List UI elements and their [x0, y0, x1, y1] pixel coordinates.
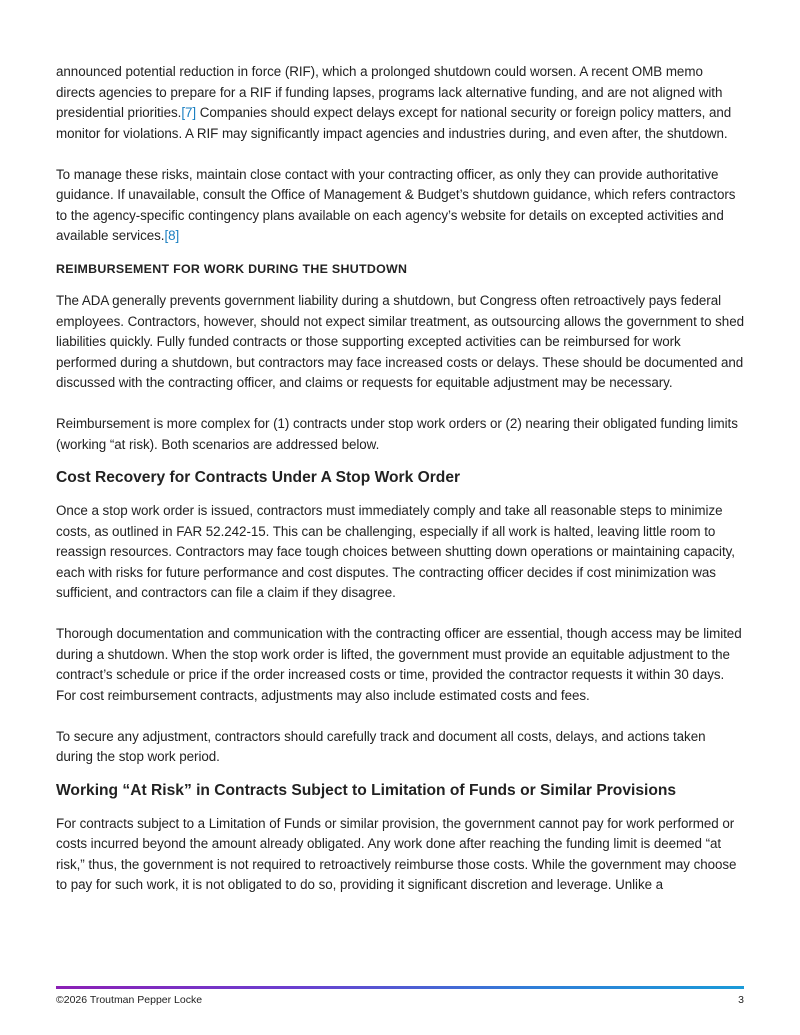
- subheading-stop-work-order: Cost Recovery for Contracts Under A Stop Work Order: [56, 469, 461, 486]
- paragraph-rif: [56, 62, 744, 144]
- section-heading-reimbursement: REIMBURSEMENT FOR WORK DURING THE SHUTDOWN: [56, 261, 408, 276]
- footnote-link-8[interactable]: [8]: [164, 228, 180, 243]
- footer-divider: [56, 986, 744, 989]
- paragraph-secure-adjustment: To secure any adjustment, contractors should carefully track and document all costs, delays, and actions taken during the stop work period.: [56, 728, 706, 764]
- paragraph-text: To manage these risks, maintain close contact with your contracting officer, as only they can provide authoritative guidance. If unavailable, consult the Office of Management & Budget’s shutdown guidance, which refers contractors to the agency-specific contingency plans available on each agency’s website for details on excepted activities and available services.: [56, 166, 736, 243]
- paragraph-documentation: Thorough documentation and communication with the contracting officer are essential, though access may be limited during a shutdown. When the stop work order is lifted, the government must provide an equitable adjustment to the contract’s schedule or price if the order increased costs or time, provided the contractor requests it within 30 days. For cost reimbursement contracts, adjustments may also include estimated costs and fees.: [56, 626, 742, 703]
- paragraph-stop-work-issued: Once a stop work order is issued, contractors must immediately comply and take all reasonable steps to minimize costs, as outlined in FAR 52.242-15. This can be challenging, especially if all work is halted, leaving little room to reassign resources. Contractors may face tough choices between shutting down operations or maintaining capacity, each with risks for future performance and cost disputes. The contracting officer decides if cost minimization was sufficient, and contractors can file a claim if they disagree.: [56, 503, 735, 600]
- footer-copyright: ©2026 Troutman Pepper Locke: [56, 994, 203, 1006]
- paragraph-manage-risks: [56, 165, 744, 247]
- paragraph-reimbursement-complex: Reimbursement is more complex for (1) contracts under stop work orders or (2) nearing their obligated funding limits (working “at risk). Both scenarios are addressed below.: [56, 416, 738, 452]
- subheading-at-risk: Working “At Risk” in Contracts Subject to Limitation of Funds or Similar Provisions: [56, 781, 677, 799]
- paragraph-text: Companies should expect delays except for national security or foreign policy matters, and monitor for violations. A RIF may significantly impact agencies and industries during, and even after, the shutdown.: [56, 105, 732, 141]
- paragraph-ada: The ADA generally prevents government liability during a shutdown, but Congress often retroactively pays federal employees. Contractors, however, should not expect similar treatment, as outsourcing allows the government to shed liabilities quickly. Fully funded contracts or those supporting excepted activities can be reimbursed for work performed during a shutdown, but contractors may face increased costs or delays. These should be documented and discussed with the contracting officer, and claims or requests for equitable adjustment may be necessary.: [56, 293, 744, 390]
- document-body: [56, 62, 744, 896]
- paragraph-text: announced potential reduction in force (RIF), which a prolonged shutdown could worsen. A recent OMB memo directs agencies to prepare for a RIF if funding lapses, programs lack alternative funding, and are not aligned with presidential priorities.: [56, 64, 723, 120]
- page-number: 3: [738, 994, 744, 1006]
- paragraph-limitation-of-funds: For contracts subject to a Limitation of Funds or similar provision, the government cannot pay for work performed or costs incurred beyond the amount already obligated. Any work done after reaching the funding limit is deemed “at risk,” thus, the government is not required to retroactively reimburse those costs. While the government may choose to pay for such work, it is not obligated to do so, providing it significant discretion and leverage. Unlike a: [56, 815, 737, 892]
- footnote-link-7[interactable]: [7]: [181, 105, 197, 120]
